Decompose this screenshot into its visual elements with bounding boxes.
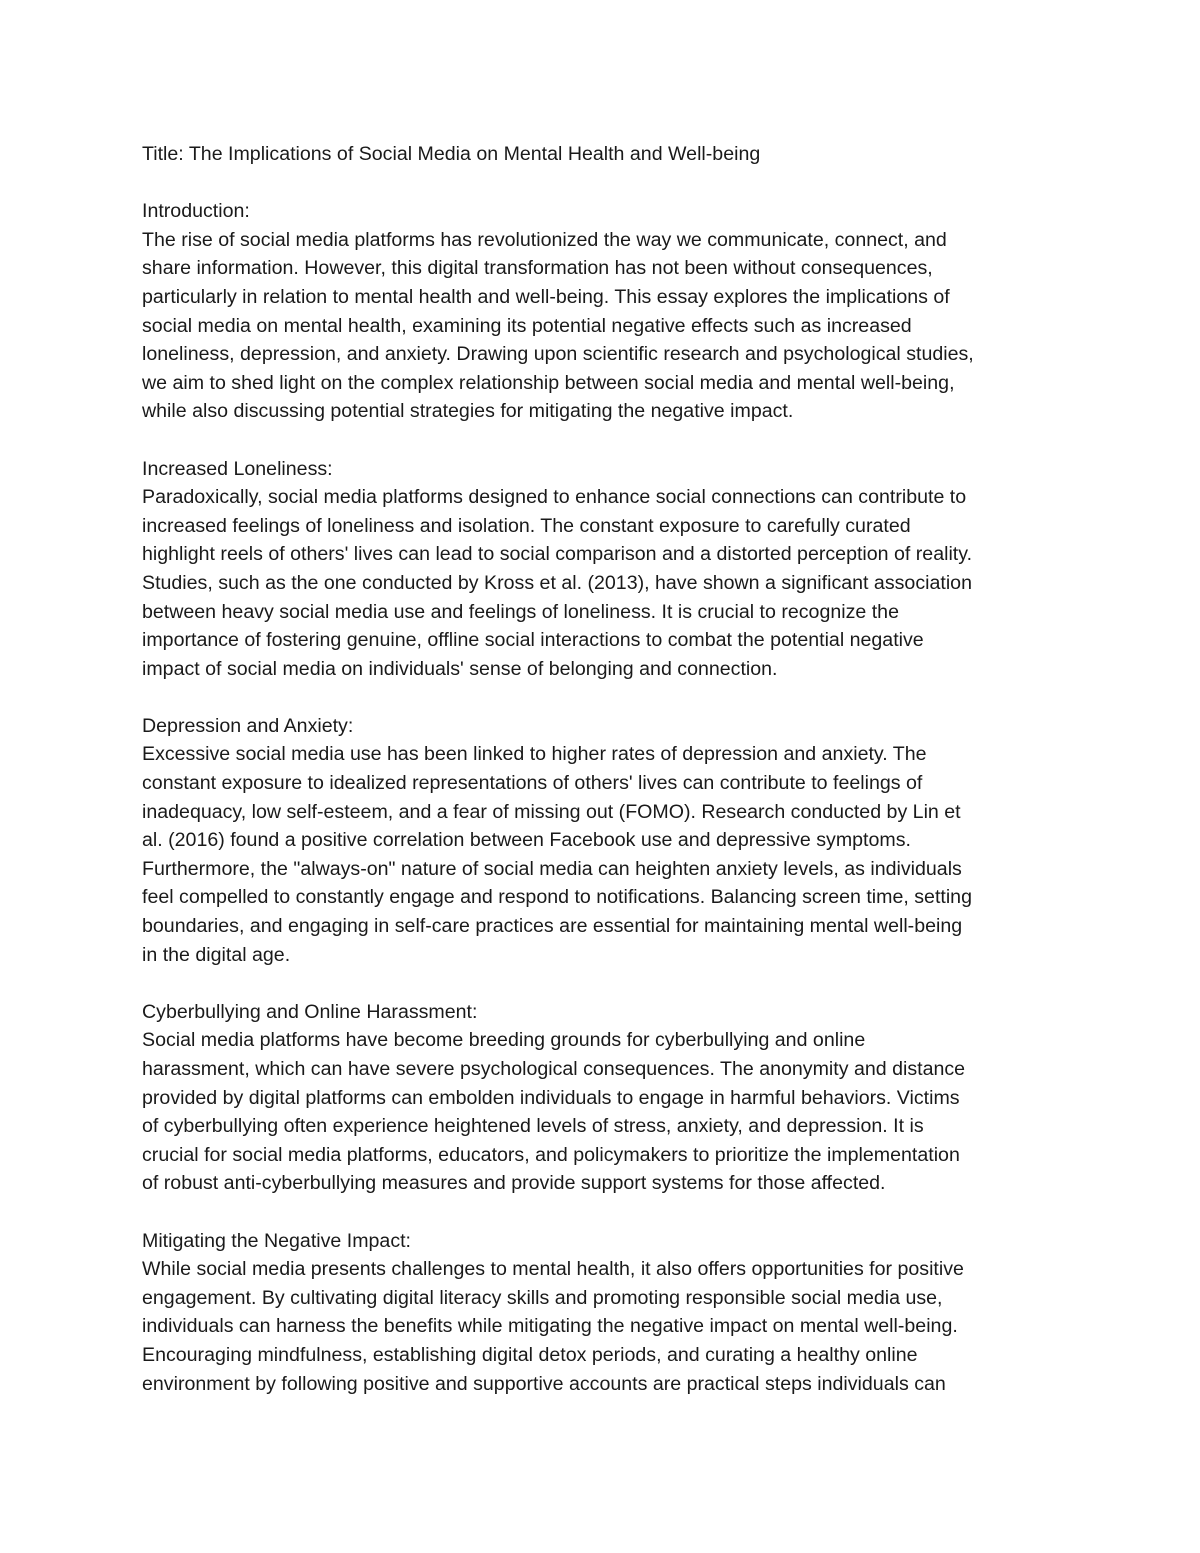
- body-line: highlight reels of others' lives can lead to social comparison and a distorted perception of reality.: [142, 543, 973, 566]
- body-line: Excessive social media use has been linked to higher rates of depression and anxiety. The: [142, 743, 927, 766]
- body-line: boundaries, and engaging in self-care practices are essential for maintaining mental well-being: [142, 915, 963, 938]
- body-line: loneliness, depression, and anxiety. Drawing upon scientific research and psychological studies,: [142, 343, 974, 366]
- body-line: of cyberbullying often experience heightened levels of stress, anxiety, and depression. It is: [142, 1115, 924, 1138]
- section-increased-loneliness: [142, 455, 1072, 684]
- body-line: social media on mental health, examining its potential negative effects such as increased: [142, 314, 912, 337]
- body-line: increased feelings of loneliness and isolation. The constant exposure to carefully curated: [142, 514, 911, 537]
- body-line: constant exposure to idealized representations of others' lives can contribute to feelings of: [142, 772, 923, 795]
- body-line: in the digital age.: [142, 943, 291, 966]
- body-line: provided by digital platforms can embolden individuals to engage in harmful behaviors. Victims: [142, 1086, 960, 1109]
- body-line: Paradoxically, social media platforms designed to enhance social connections can contribute to: [142, 486, 967, 509]
- section-mitigating-impact: [142, 1227, 1072, 1399]
- body-line: individuals can harness the benefits while mitigating the negative impact on mental well-being.: [142, 1315, 958, 1338]
- body-line: The rise of social media platforms has revolutionized the way we communicate, connect, and: [142, 228, 947, 251]
- body-line: Social media platforms have become breeding grounds for cyberbullying and online: [142, 1029, 866, 1052]
- body-line: share information. However, this digital transformation has not been without consequences,: [142, 257, 933, 280]
- body-line: crucial for social media platforms, educators, and policymakers to prioritize the implementation: [142, 1143, 960, 1166]
- section-heading: Increased Loneliness:: [142, 457, 333, 480]
- body-line: Encouraging mindfulness, establishing digital detox periods, and curating a healthy online: [142, 1343, 918, 1366]
- body-line: while also discussing potential strategies for mitigating the negative impact.: [142, 400, 794, 423]
- body-line: particularly in relation to mental health and well-being. This essay explores the implications of: [142, 285, 950, 308]
- paragraph-gap: [142, 426, 1072, 455]
- section-heading: Introduction:: [142, 200, 250, 223]
- document-body: [142, 140, 1072, 1398]
- body-line: Studies, such as the one conducted by Kross et al. (2013), have shown a significant association: [142, 571, 972, 594]
- paragraph-gap: [142, 169, 1072, 198]
- paragraph-gap: [142, 1198, 1072, 1227]
- document-title: Title: The Implications of Social Media on Mental Health and Well-being: [142, 143, 761, 165]
- body-line: feel compelled to constantly engage and respond to notifications. Balancing screen time, setting: [142, 886, 972, 909]
- body-line: environment by following positive and supportive accounts are practical steps individuals can: [142, 1372, 946, 1395]
- body-line: harassment, which can have severe psychological consequences. The anonymity and distance: [142, 1058, 966, 1080]
- body-line: impact of social media on individuals' sense of belonging and connection.: [142, 657, 778, 680]
- section-introduction: [142, 197, 1072, 426]
- body-line: engagement. By cultivating digital literacy skills and promoting responsible social media use,: [142, 1286, 943, 1309]
- body-line: we aim to shed light on the complex relationship between social media and mental well-being,: [142, 371, 955, 394]
- paragraph-gap: [142, 683, 1072, 712]
- section-heading: Depression and Anxiety:: [142, 714, 354, 737]
- section-cyberbullying: [142, 998, 1072, 1198]
- section-heading: Cyberbullying and Online Harassment:: [142, 1000, 478, 1023]
- body-line: between heavy social media use and feelings of loneliness. It is crucial to recognize the: [142, 600, 899, 623]
- body-line: importance of fostering genuine, offline social interactions to combat the potential negative: [142, 629, 924, 652]
- body-line: Furthermore, the "always-on" nature of social media can heighten anxiety levels, as individuals: [142, 857, 962, 880]
- body-line: While social media presents challenges to mental health, it also offers opportunities for positive: [142, 1258, 964, 1281]
- paragraph-gap: [142, 969, 1072, 998]
- section-heading: Mitigating the Negative Impact:: [142, 1229, 412, 1252]
- section-depression-anxiety: [142, 712, 1072, 969]
- body-line: of robust anti-cyberbullying measures and provide support systems for those affected.: [142, 1172, 886, 1195]
- body-line: al. (2016) found a positive correlation between Facebook use and depressive symptoms.: [142, 829, 911, 852]
- body-line: inadequacy, low self-esteem, and a fear of missing out (FOMO). Research conducted by Lin et: [142, 800, 961, 823]
